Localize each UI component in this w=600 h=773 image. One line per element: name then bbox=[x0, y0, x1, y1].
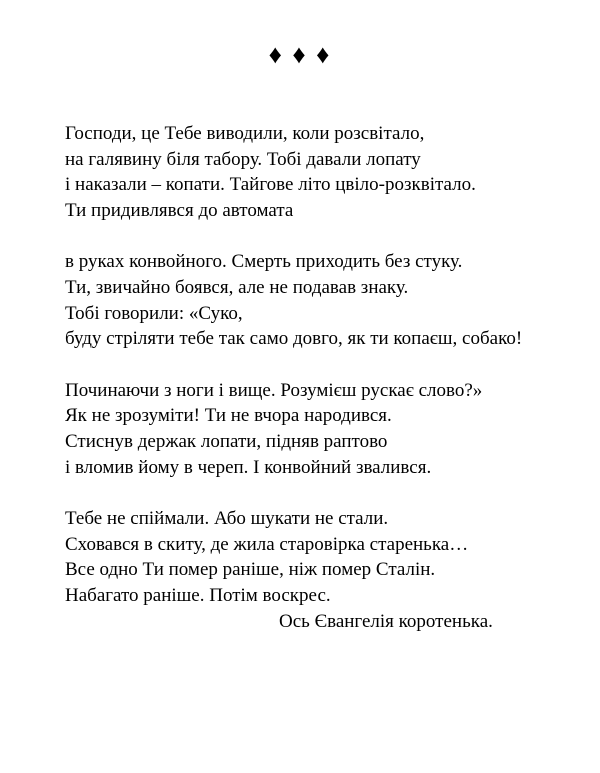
poem-line: Сховався в скиту, де жила старовірка старенька… bbox=[65, 533, 469, 555]
poem-line: Як не зрозуміти! Ти не вчора народився. bbox=[65, 405, 392, 427]
stanza-4 bbox=[65, 506, 585, 634]
poem-line: Ти, звичайно боявся, але не подавав знаку. bbox=[65, 276, 409, 298]
poem-line: Тобі говорили: «Суко, bbox=[65, 302, 243, 324]
poem-line: Ти придивлявся до автомата bbox=[65, 199, 294, 221]
poem-closing-line: Ось Євангелія коротенька. bbox=[279, 610, 493, 632]
poem-line: Все одно Ти помер раніше, ніж помер Сталін. bbox=[65, 559, 436, 581]
poem-line: Тебе не спіймали. Або шукати не стали. bbox=[65, 508, 389, 530]
poem-line: Набагато раніше. Потім воскрес. bbox=[65, 584, 331, 606]
poem-line: в руках конвойного. Смерть приходить без стуку. bbox=[65, 251, 463, 273]
stanza-3 bbox=[65, 378, 585, 480]
stanza-2 bbox=[65, 249, 585, 351]
poem-line: Стиснув держак лопати, підняв раптово bbox=[65, 430, 388, 452]
poem-line: і наказали – копати. Тайгове літо цвіло-розквітало. bbox=[65, 174, 476, 196]
stanza-1 bbox=[65, 121, 585, 223]
diamond-icons: ♦ ♦ ♦ bbox=[268, 40, 332, 69]
poem-line: буду стріляти тебе так само довго, як ти копаєш, собако! bbox=[65, 328, 523, 350]
section-ornament bbox=[0, 40, 600, 70]
poem-line: і вломив йому в череп. І конвойний звалився. bbox=[65, 456, 432, 478]
poem-line: Господи, це Тебе виводили, коли розсвітало, bbox=[65, 123, 425, 144]
poem-line: Починаючи з ноги і вище. Розумієш рускає слово?» bbox=[65, 379, 483, 401]
poem-line: на галявину біля табору. Тобі давали лопату bbox=[65, 148, 421, 170]
poem bbox=[65, 121, 585, 660]
